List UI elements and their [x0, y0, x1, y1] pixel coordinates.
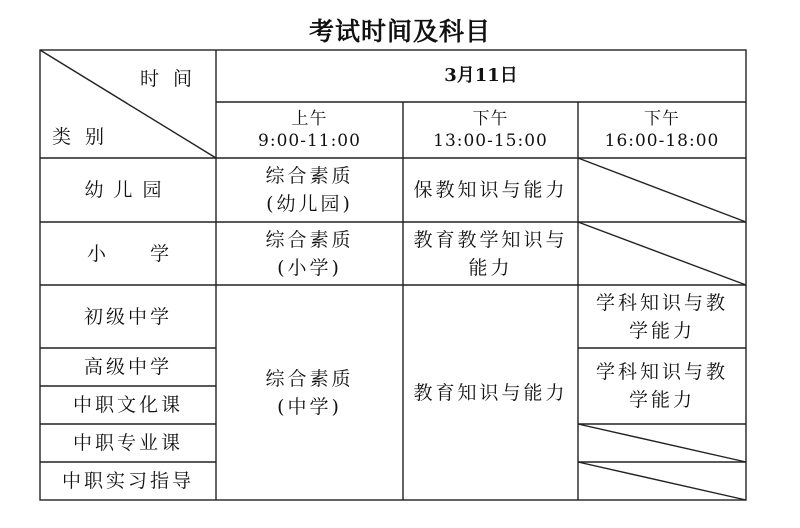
category-label: 幼儿园: [84, 179, 172, 201]
subject-line: 教育教学知识与: [413, 228, 568, 251]
slot-time: 16:00-18:00: [604, 131, 720, 151]
subject-cell: [403, 158, 578, 222]
slot-header-afternoon-1: [403, 102, 578, 158]
date-header: [216, 50, 746, 102]
subject-line: 学能力: [628, 389, 695, 411]
slot-period: 下午: [644, 109, 680, 129]
subject-line: 能力: [468, 256, 513, 279]
empty-cell-diagonal: [578, 424, 746, 462]
header-category-label: 类别: [52, 126, 119, 148]
subject-line: 学科知识与教: [595, 291, 728, 314]
category-label: 中职文化课: [72, 394, 183, 416]
subject-cell: [578, 348, 746, 424]
category-vocational-major: [40, 424, 216, 462]
subject-cell-merged: [403, 285, 578, 500]
category-label: 初级中学: [83, 305, 172, 328]
subject-line: (小学): [277, 256, 342, 279]
category-vocational-practice: [40, 462, 216, 500]
empty-cell-diagonal: [578, 158, 746, 222]
subject-cell-merged: [216, 285, 403, 500]
category-vocational-culture: [40, 386, 216, 424]
category-senior-middle: [40, 348, 216, 386]
subject-cell: [578, 285, 746, 348]
slot-header-afternoon-2: [578, 102, 746, 158]
subject-line: (幼儿园): [266, 193, 353, 215]
category-kindergarten: [40, 158, 216, 222]
category-label: 高级中学: [83, 356, 172, 378]
category-label: 小学: [86, 242, 213, 265]
subject-line: 综合素质: [265, 165, 354, 187]
category-primary: [40, 222, 216, 285]
header-time-label: 时间: [140, 68, 207, 90]
slot-period: 上午: [291, 109, 328, 129]
date-label: 3月11日: [444, 65, 518, 86]
subject-cell: [216, 222, 403, 285]
page-title: 考试时间及科目: [308, 17, 491, 46]
subject-cell: [403, 222, 578, 285]
slot-header-morning: [216, 102, 403, 158]
subject-line: 学能力: [628, 319, 695, 342]
category-label: 中职实习指导: [61, 470, 194, 492]
subject-line: 综合素质: [265, 228, 354, 251]
subject-line: 保教知识与能力: [413, 179, 568, 201]
subject-cell: [216, 158, 403, 222]
empty-cell-diagonal: [578, 222, 746, 285]
subject-line: (中学): [277, 395, 342, 418]
slot-period: 下午: [472, 109, 509, 129]
category-junior-middle: [40, 285, 216, 348]
subject-line: 学科知识与教: [595, 361, 728, 383]
slot-time: 13:00-15:00: [433, 131, 548, 151]
subject-line: 教育知识与能力: [413, 381, 568, 404]
empty-cell-diagonal: [578, 462, 746, 500]
slot-time: 9:00-11:00: [258, 131, 361, 151]
category-label: 中职专业课: [72, 432, 183, 454]
subject-line: 综合素质: [265, 367, 354, 390]
